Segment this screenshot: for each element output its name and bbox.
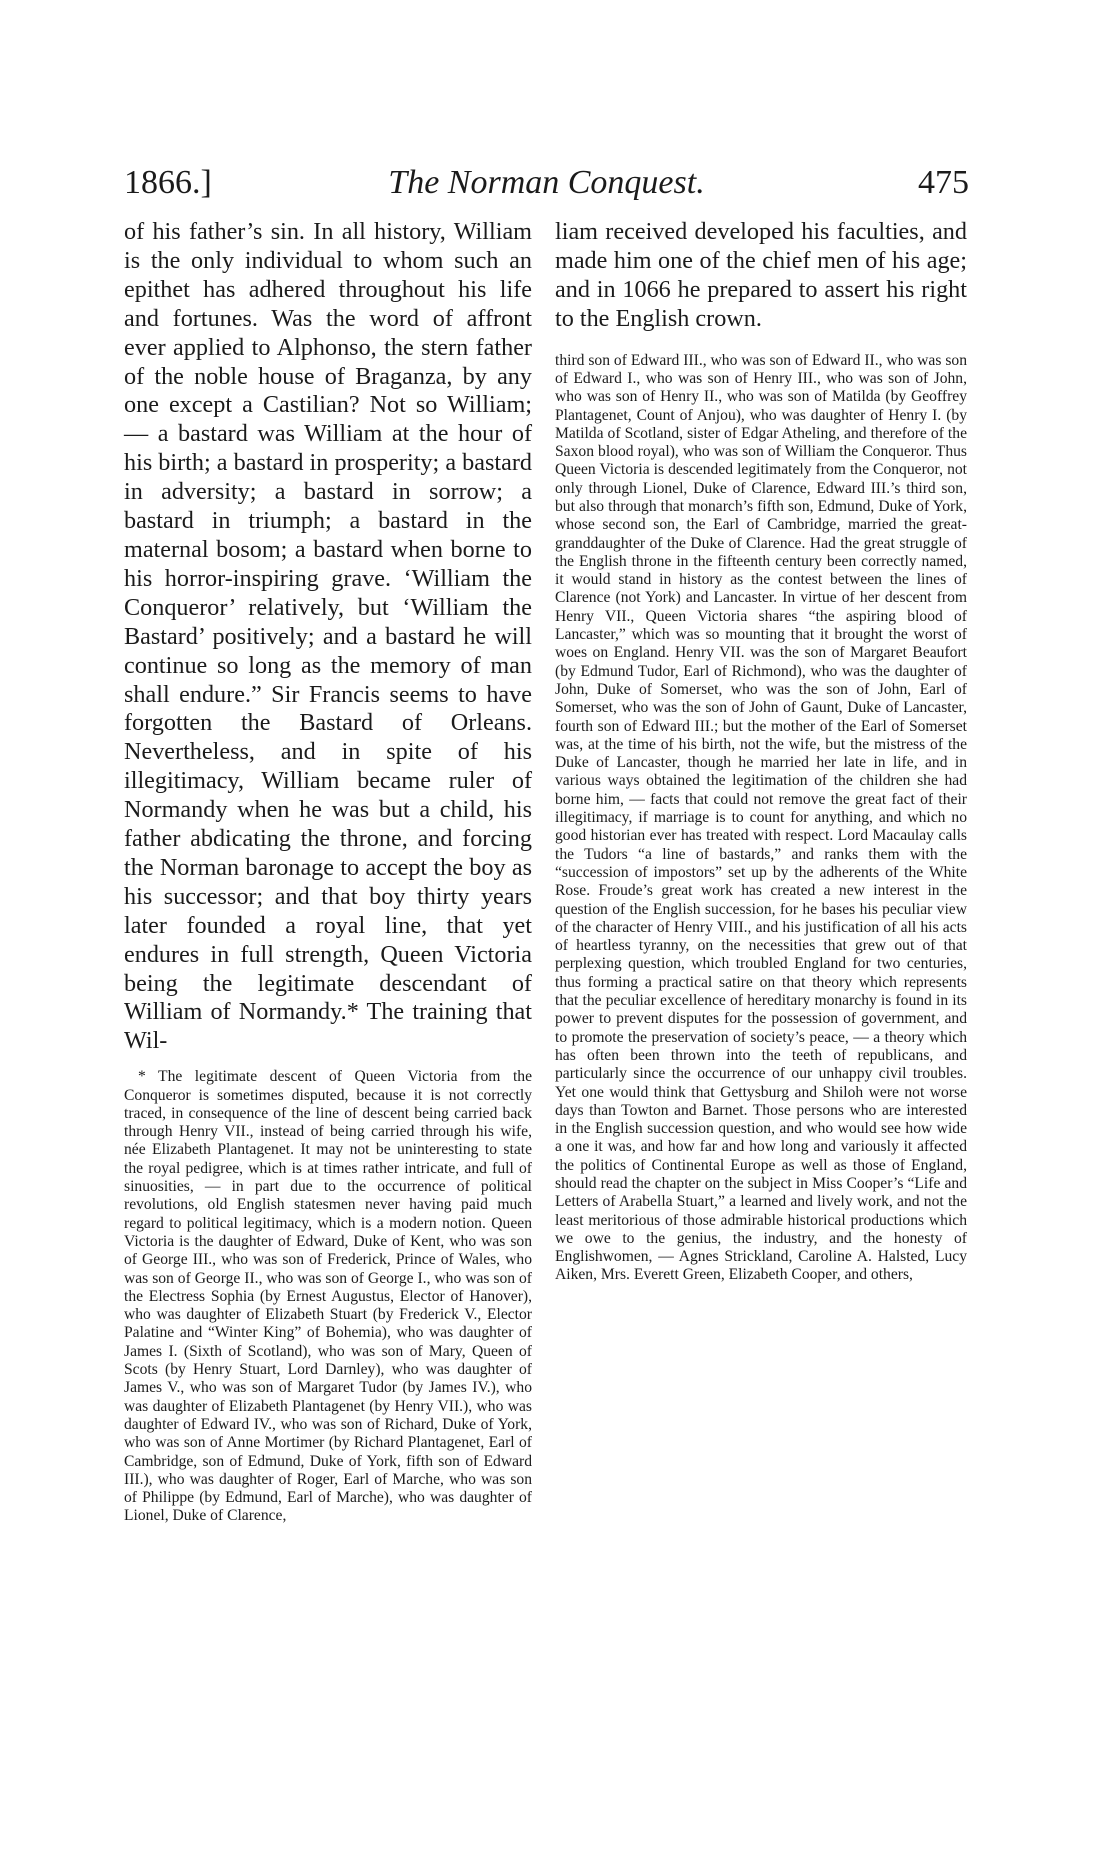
right-column: [555, 218, 967, 1285]
header-year: 1866.]: [124, 164, 212, 201]
left-body-paragraph: of his father’s sin. In all history, William is the only individual to whom such an epithet has adhered throughout his life and fortunes. Was the word of affront ever applied to Alphonso, the stern father of the noble house of Braganza, by any one except a Castilian? Not so William; — a bastard was William at the hour of his birth; a bastard in prosperity; a bastard in adversity; a bastard in sorrow; a bastard in triumph; a bastard in the maternal bosom; a bastard when borne to his horror-inspiring grave. ‘William the Conqueror’ relatively, but ‘William the Bastard’ positively; and a bastard he will continue so long as the memory of man shall endure.” Sir Francis seems to have forgotten the Bastard of Orleans. Nevertheless, and in spite of his illegitimacy, William became ruler of Normandy when he was but a child, his father abdicating the throne, and forcing the Norman baronage to accept the boy as his successor; and that boy thirty years later founded a royal line, that yet endures in full strength, Queen Victoria being the legitimate descendant of William of Normandy.* The training that Wil-: [124, 218, 532, 1055]
header-title: The Norman Conquest.: [388, 164, 705, 201]
footnote: * The legitimate descent of Queen Victoria from the Conqueror is sometimes disputed, because it is not correctly traced, in consequence of the line of descent being carried back through Henry VII., instead of being carried through his wife, née Elizabeth Plantagenet. It may not be uninteresting to state the royal pedigree, which is at times rather intricate, and full of sinuosities, — in part due to the occurrence of political revolutions, old English statesmen never having paid much regard to political legitimacy, which is a modern notion. Queen Victoria is the daughter of Edward, Duke of Kent, who was son of George III., who was son of Frederick, Prince of Wales, who was son of George II., who was son of George I., who was son of the Electress Sophia (by Ernest Augustus, Elector of Hanover), who was daughter of Elizabeth Stuart (by Frederick V., Elector Palatine and “Winter King” of Bohemia), who was daughter of James I. (Sixth of Scotland), who was son of Mary, Queen of Scots (by Henry Stuart, Lord Darnley), who was daughter of James V., who was son of Margaret Tudor (by James IV.), who was daughter of Elizabeth Plantagenet (by Henry VII.), who was daughter of Edward IV., who was son of Richard, Duke of York, who was son of Anne Mortimer (by Richard Plantagenet, Earl of Cambridge, son of Edmund, Duke of York, fifth son of Edward III.), who was daughter of Roger, Earl of Marche, who was son of Philippe (by Edmund, Earl of Marche), who was daughter of Lionel, Duke of Clarence,: [124, 1068, 532, 1525]
left-column: [124, 218, 532, 1526]
right-body-paragraph: liam received developed his faculties, and made him one of the chief men of his age; and in 1066 he prepared to assert his right to the English crown.: [555, 218, 967, 332]
footnote-continued: third son of Edward III., who was son of Edward II., who was son of Edward I., who was son of Henry III., who was son of John, who was son of Henry II., who was son of Matilda (by Geoffrey Plantagenet, Count of Anjou), who was daughter of Henry I. (by Matilda of Scotland, sister of Edgar Atheling, and therefore of the Saxon blood royal), who was son of William the Conqueror. Thus Queen Victoria is descended legitimately from the Conqueror, not only through Lionel, Duke of Clarence, Edward III.’s third son, but also through that monarch’s fifth son, Edmund, Duke of York, whose second son, the Earl of Cambridge, married the great-granddaughter of the Duke of Clarence. Had the great struggle of the English throne in the fifteenth century been correctly named, it would stand in history as the contest between the lines of Clarence (not York) and Lancaster. In virtue of her descent from Henry VII., Queen Victoria shares “the aspiring blood of Lancaster,” which was so mounting that it brought the worst of woes on England. Henry VII. was the son of Margaret Beaufort (by Edmund Tudor, Earl of Richmond), who was the daughter of John, Duke of Somerset, who was the son of John, Earl of Somerset, who was the son of John of Gaunt, Duke of Lancaster, fourth son of Edward III.; but the mother of the Earl of Somerset was, at the time of his birth, not the wife, but the mistress of the Duke of Lancaster, though he married her late in life, and in various ways obtained the legitimation of the children she had borne him, — facts that could not remove the great fact of their illegitimacy, if marriage is to count for anything, and which no good historian ever has treated with respect. Lord Macaulay calls the Tudors “a line of bastards,” and ranks them with the “succession of impostors” set up by the adherents of the White Rose. Froude’s great work has created a new interest in the question of the English succession, for he bases his peculiar view of the character of Henry VIII., and his justification of all his acts of heartless tyranny, on the necessities that grew out of that perplexing question, which troubled England for two centuries, thus forming a practical satire on that theory which represents that the peculiar excellence of hereditary monarchy is found in its power to prevent disputes for the possession of government, and to promote the preservation of society’s peace, — a theory which has often been thrown into the teeth of republicans, and particularly since the occurrence of our unhappy civil troubles. Yet one would think that Gettysburg and Shiloh were not worse days than Towton and Barnet. Those persons who are interested in the English succession question, and who would see how wide a one it was, and how far and how long and variously it affected the politics of Continental Europe as well as those of England, should read the chapter on the subject in Miss Cooper’s “Life and Letters of Arabella Stuart,” a learned and lively work, and not the least meritorious of those admirable historical productions which we owe to the genius, the industry, and the honesty of Englishwomen, — Agnes Strickland, Caroline A. Halsted, Lucy Aiken, Mrs. Everett Green, Elizabeth Cooper, and others,: [555, 351, 967, 1284]
page-number: 475: [918, 164, 969, 201]
running-header: [124, 164, 969, 214]
